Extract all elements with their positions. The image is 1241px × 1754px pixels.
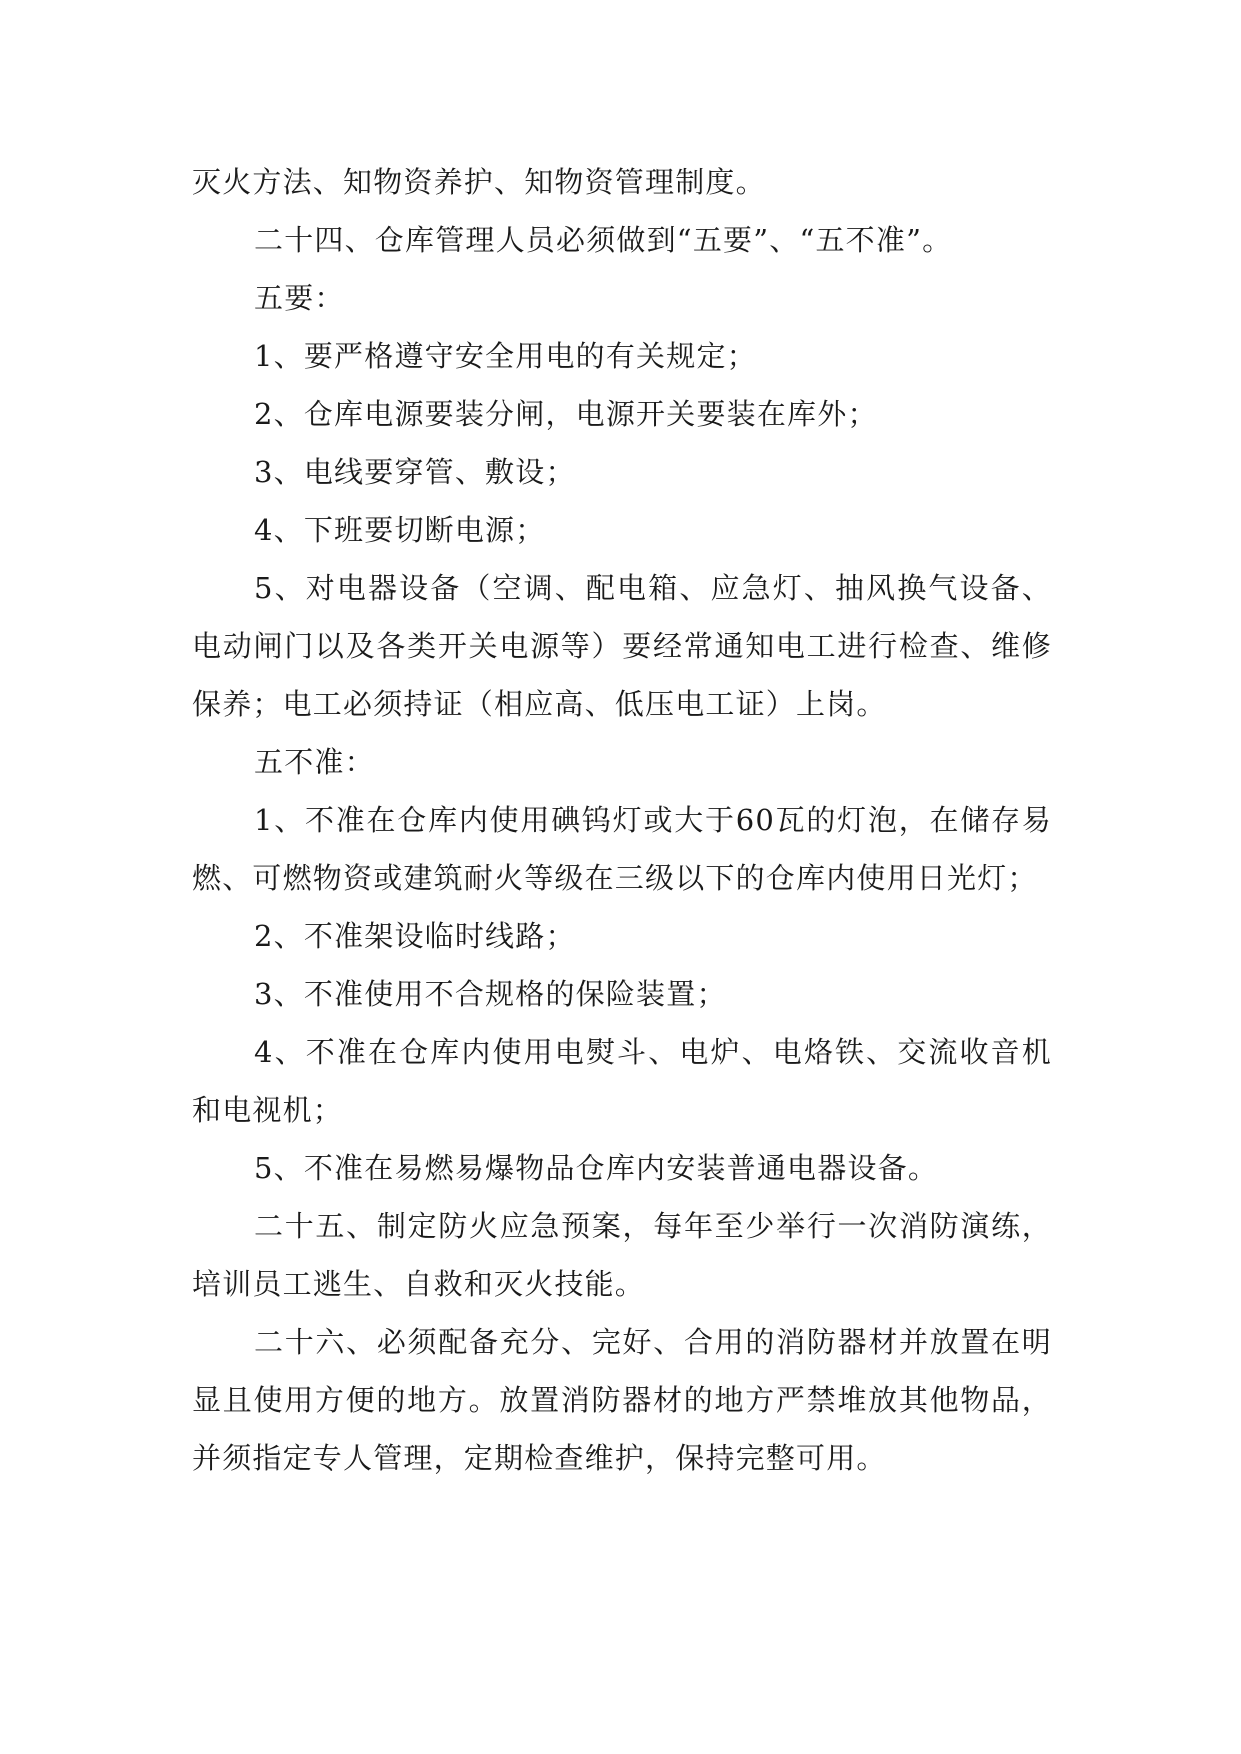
five-prohibitions-item-3: 3、不准使用不合规格的保险装置；: [254, 977, 727, 1011]
paragraph-article-26: 二十六、必须配备充分、完好、合用的消防器材并放置在明显且使用方便的地方。放置消防器材的地方严禁堆放其他物品，并须指定专人管理，定期检查维护，保持完整可用。: [192, 1325, 1052, 1475]
five-musts-item-3: 3、电线要穿管、敷设；: [254, 455, 576, 489]
five-musts-item-5: 5、对电器设备（空调、配电箱、应急灯、抽风换气设备、电动闸门以及各类开关电源等）要经常通知电工进行检查、维修保养；电工必须持证（相应高、低压电工证）上岗。: [192, 571, 1052, 721]
paragraph-continuation: 灭火方法、知物资养护、知物资管理制度。: [192, 165, 766, 199]
five-prohibitions-item-1: 1、不准在仓库内使用碘钨灯或大于60瓦的灯泡，在储存易燃、可燃物资或建筑耐火等级在三级以下的仓库内使用日光灯；: [192, 803, 1052, 895]
document-body: [192, 153, 1052, 1487]
paragraph-article-24: 二十四、仓库管理人员必须做到“五要”、“五不准”。: [254, 223, 953, 257]
five-prohibitions-item-5: 5、不准在易燃易爆物品仓库内安装普通电器设备。: [254, 1151, 939, 1185]
heading-five-musts: 五要：: [254, 281, 345, 315]
paragraph-article-25: 二十五、制定防火应急预案，每年至少举行一次消防演练，培训员工逃生、自救和灭火技能。: [192, 1209, 1052, 1301]
five-musts-item-2: 2、仓库电源要装分闸，电源开关要装在库外；: [254, 397, 878, 431]
heading-five-prohibitions: 五不准：: [254, 745, 375, 779]
five-prohibitions-item-2: 2、不准架设临时线路；: [254, 919, 576, 953]
five-prohibitions-item-4: 4、不准在仓库内使用电熨斗、电炉、电烙铁、交流收音机和电视机；: [192, 1035, 1052, 1127]
five-musts-item-4: 4、下班要切断电源；: [254, 513, 546, 547]
five-musts-item-1: 1、要严格遵守安全用电的有关规定；: [254, 339, 757, 373]
